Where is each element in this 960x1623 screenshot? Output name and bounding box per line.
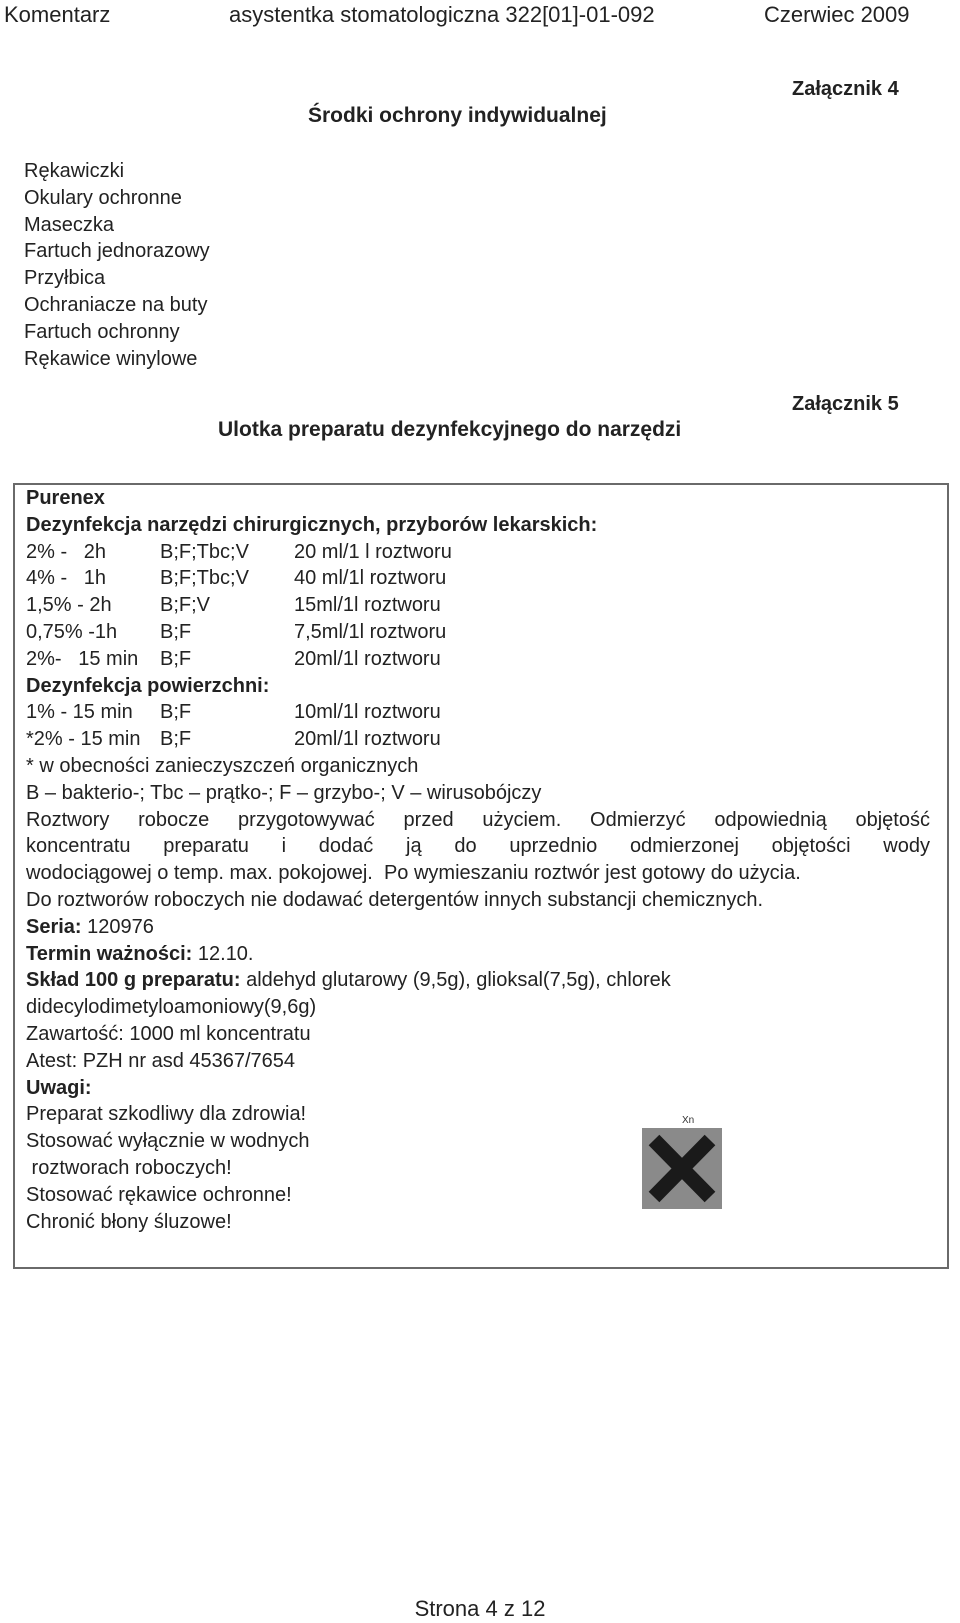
list-item: Fartuch ochronny	[24, 320, 180, 343]
product-name: Purenex	[26, 487, 105, 509]
annex-5-label: Załącznik 5	[792, 393, 899, 415]
notes-heading: Uwagi:	[26, 1076, 92, 1099]
list-item: Fartuch jednorazowy	[24, 240, 210, 263]
concentration: 0,75% -1h	[26, 620, 118, 643]
header-left: Komentarz	[4, 2, 111, 27]
dose: 20ml/1l roztworu	[294, 728, 441, 751]
note: Stosować wyłącznie w wodnych	[26, 1130, 310, 1153]
concentration: 4% - 1h	[26, 567, 107, 590]
spectrum: B;F	[160, 620, 192, 643]
certificate: Atest: PZH nr asd 45367/7654	[26, 1049, 296, 1072]
table-row	[26, 726, 930, 753]
content: Zawartość: 1000 ml koncentratu	[26, 1022, 311, 1045]
page-header	[0, 2, 960, 28]
note: Stosować rękawice ochronne!	[26, 1183, 292, 1206]
table-row	[26, 539, 930, 566]
instruments-heading: Dezynfekcja narzędzi chirurgicznych, przyborów lekarskich:	[26, 513, 598, 536]
table-row	[26, 699, 930, 726]
harmful-x-icon	[642, 1128, 722, 1209]
dose: 40 ml/1l roztworu	[294, 567, 447, 590]
ppe-list	[24, 158, 210, 372]
spectrum: B;F	[160, 647, 192, 670]
concentration: *2% - 15 min	[26, 728, 141, 751]
spectrum: B;F;Tbc;V	[160, 567, 249, 590]
composition-value: aldehyd glutarowy (9,5g), glioksal(7,5g), chlorek	[240, 969, 671, 992]
leaflet-box	[13, 483, 949, 1269]
spectrum: B;F;Tbc;V	[160, 540, 249, 563]
hazard-caption: Xn	[682, 1115, 695, 1126]
x-cross-icon	[642, 1128, 722, 1209]
prep-line: wodociągowej o temp. max. pokojowej. Po wymieszaniu roztwór jest gotowy do użycia.	[26, 862, 801, 885]
dose: 20ml/1l roztworu	[294, 647, 441, 670]
detergent-note: Do roztworów roboczych nie dodawać detergentów innych substancji chemicznych.	[26, 888, 764, 911]
dose: 15ml/1l roztworu	[294, 594, 441, 617]
composition	[26, 967, 930, 994]
footnote: * w obecności zanieczyszczeń organicznych	[26, 754, 419, 777]
header-center: asystentka stomatologiczna 322[01]-01-092	[229, 2, 655, 27]
header-right: Czerwiec 2009	[764, 2, 910, 27]
list-item: Rękawice winylowe	[24, 347, 198, 370]
concentration: 2%- 15 min	[26, 647, 139, 670]
composition-continued: didecylodimetyloamoniowy(9,6g)	[26, 996, 317, 1019]
page-number: Strona 4 z 12	[414, 1596, 546, 1621]
prep-line: koncentratu preparatu i dodać ją do uprzednio odmierzonej objętości wody	[26, 835, 930, 858]
concentration: 2% - 2h	[26, 540, 107, 563]
list-item: Maseczka	[24, 213, 115, 236]
annex-4-title: Środki ochrony indywidualnej	[308, 104, 607, 127]
spectrum: B;F	[160, 728, 192, 751]
spectrum: B;F	[160, 701, 192, 724]
expiry-label: Termin ważności:	[26, 942, 193, 965]
leaflet-content	[26, 485, 930, 1235]
annex-5-title: Ulotka preparatu dezynfekcyjnego do narzędzi	[218, 418, 682, 441]
series	[26, 914, 930, 941]
annex-4-label: Załącznik 4	[792, 78, 899, 100]
spectrum: B;F;V	[160, 594, 211, 617]
list-item: Przyłbica	[24, 267, 106, 290]
dose: 20 ml/1 l roztworu	[294, 540, 452, 563]
prep-line: Roztwory robocze przygotowywać przed użyciem. Odmierzyć odpowiednią objętość	[26, 808, 930, 831]
series-label: Seria:	[26, 915, 82, 938]
series-value: 120976	[81, 915, 154, 938]
surfaces-heading: Dezynfekcja powierzchni:	[26, 674, 270, 697]
composition-label: Skład 100 g preparatu:	[26, 969, 241, 992]
dose: 10ml/1l roztworu	[294, 701, 441, 724]
table-row	[26, 646, 930, 673]
expiry	[26, 941, 930, 968]
note: roztworach roboczych!	[26, 1156, 232, 1179]
note: Chronić błony śluzowe!	[26, 1210, 232, 1233]
list-item: Rękawiczki	[24, 160, 125, 182]
dose: 7,5ml/1l roztworu	[294, 620, 447, 643]
table-row	[26, 565, 930, 592]
expiry-value: 12.10.	[192, 942, 254, 965]
spectrum-legend: B – bakterio-; Tbc – prątko-; F – grzybo-; V – wirusobójczy	[26, 781, 542, 804]
list-item: Okulary ochronne	[24, 186, 182, 209]
concentration: 1,5% - 2h	[26, 594, 112, 617]
list-item: Ochraniacze na buty	[24, 293, 208, 316]
note: Preparat szkodliwy dla zdrowia!	[26, 1103, 307, 1126]
table-row	[26, 592, 930, 619]
table-row	[26, 619, 930, 646]
concentration: 1% - 15 min	[26, 701, 133, 724]
